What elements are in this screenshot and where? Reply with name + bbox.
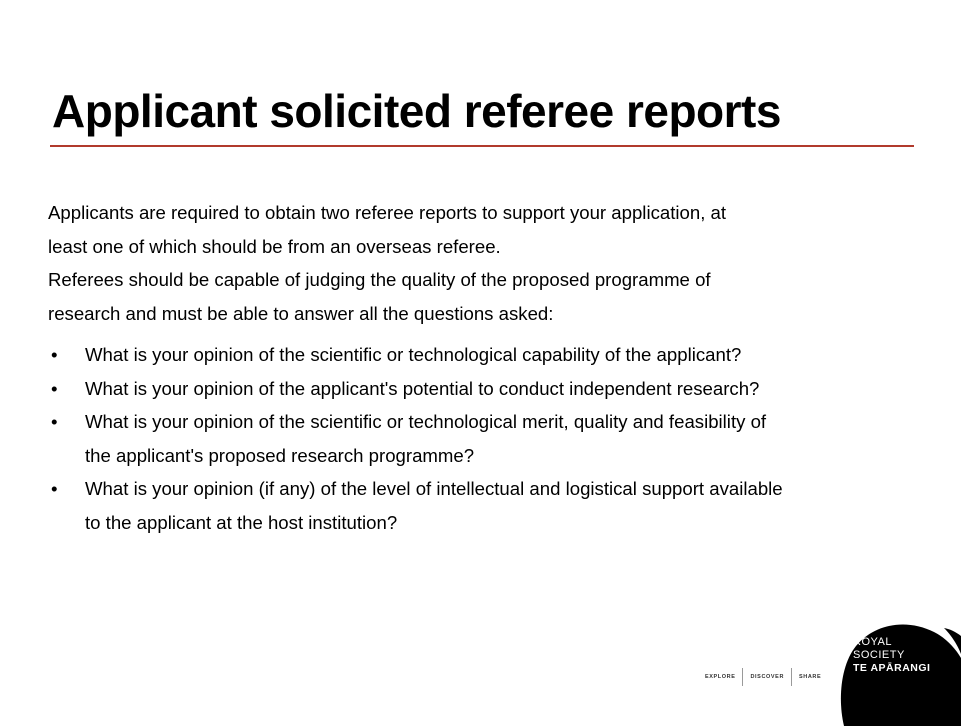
question-line: the applicant's proposed research programme? [85,444,475,466]
footer-tagline [705,667,821,687]
logo-line: TE APĀRANGI [853,662,931,674]
question-line: to the applicant at the host institution? [85,511,398,533]
question-item [48,472,938,539]
question-item [48,405,938,472]
tagline-divider [742,668,743,686]
question-item [48,338,938,372]
bullet-icon: • [51,377,58,399]
intro-line: Applicants are required to obtain two referee reports to support your application, at [48,202,727,223]
title-underline [50,145,914,147]
intro-line: least one of which should be from an overseas referee. [48,235,501,257]
tagline-word: DISCOVER [750,674,785,680]
tagline-divider [791,668,792,686]
question-line: What is your opinion of the applicant's potential to conduct independent research? [85,377,760,399]
question-line: What is your opinion (if any) of the level of intellectual and logistical support available [85,478,783,499]
intro-text [48,196,928,330]
question-list [48,338,938,539]
bullet-icon: • [51,478,58,499]
tagline-word: EXPLORE [705,674,736,680]
slide-title: Applicant solicited referee reports [52,85,781,137]
question-line: What is your opinion of the scientific or technological merit, quality and feasibility of [85,411,767,432]
question-line: What is your opinion of the scientific or technological capability of the applicant? [85,344,742,365]
logo-line: SOCIETY [853,649,905,661]
intro-line: Referees should be capable of judging the quality of the proposed programme of [48,269,711,290]
question-item [48,372,938,406]
intro-line: research and must be able to answer all the questions asked: [48,302,554,324]
logo-line: ROYAL [853,636,892,648]
logo-wordmark [853,636,930,675]
tagline-word: SHARE [799,674,822,680]
bullet-icon: • [51,411,58,432]
bullet-icon: • [51,344,58,365]
